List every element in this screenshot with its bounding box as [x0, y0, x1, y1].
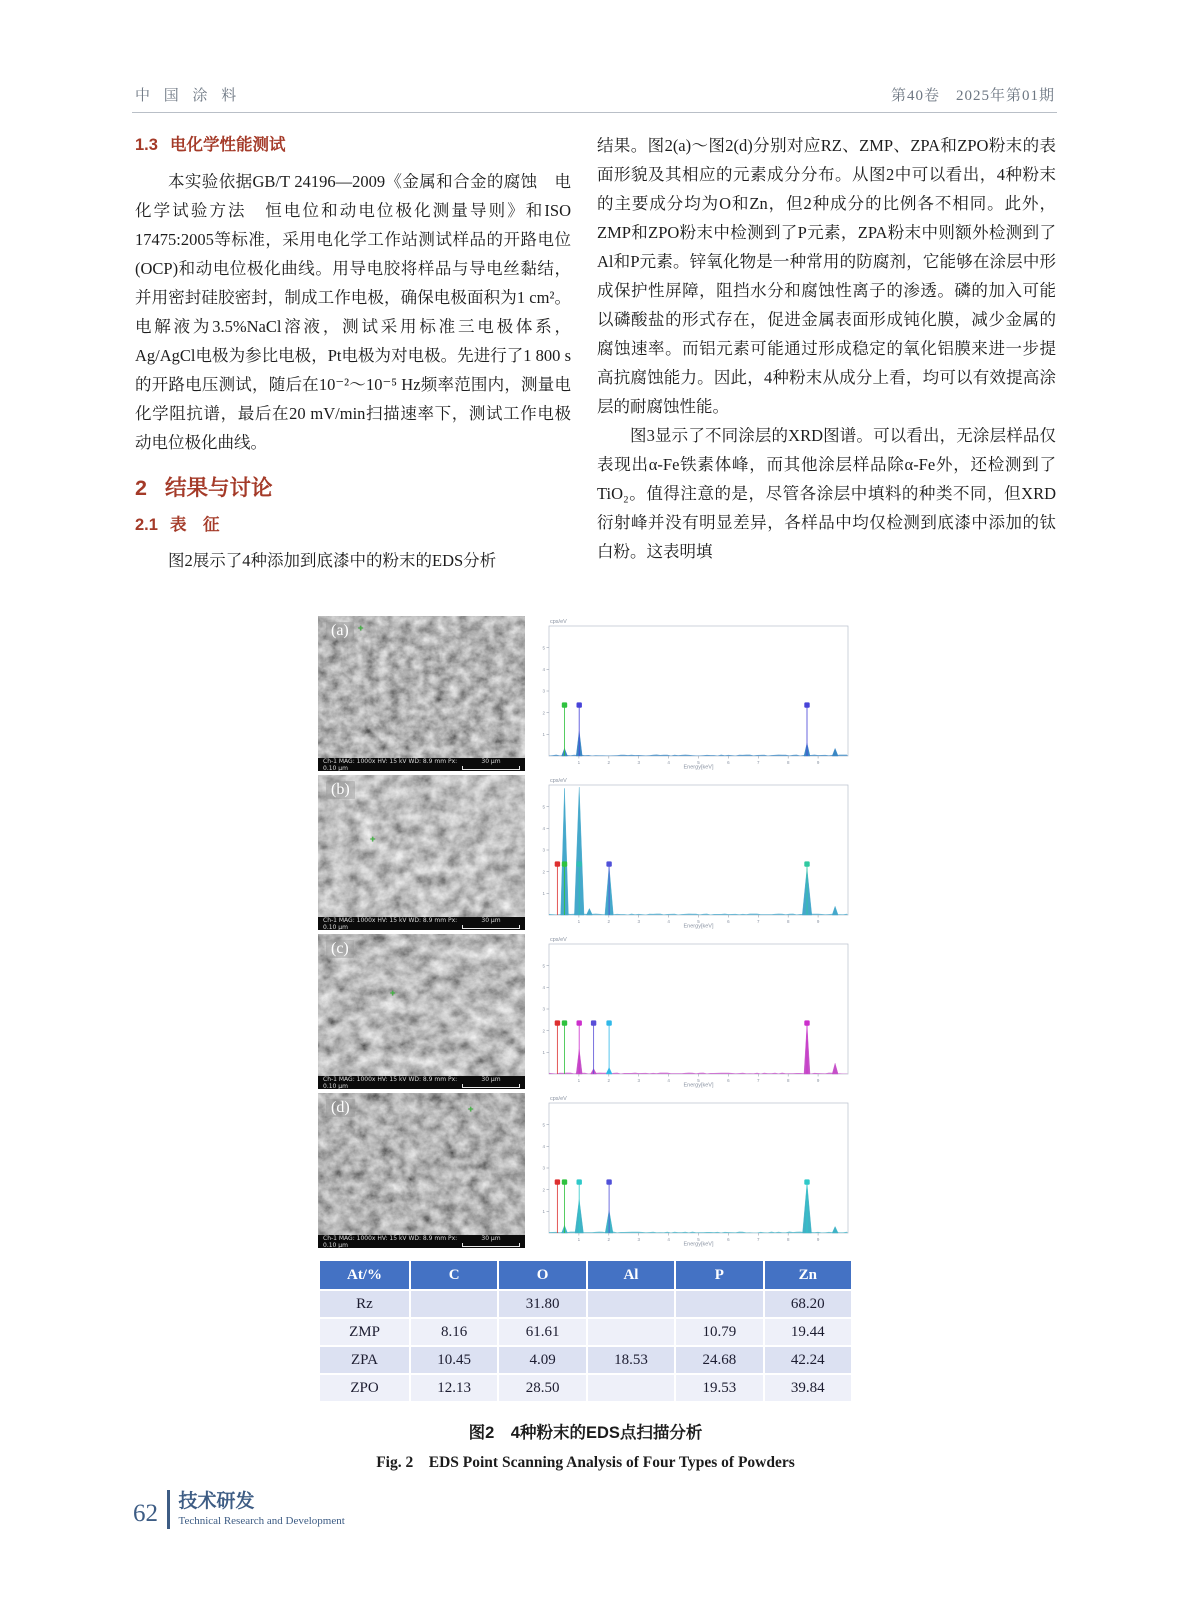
svg-text:3: 3 — [637, 1078, 640, 1083]
column-header: O — [499, 1261, 585, 1289]
eds-point-marker: + — [390, 989, 396, 999]
footer-section-en: Technical Research and Development — [178, 1514, 345, 1527]
section-number: 2 — [135, 476, 147, 500]
panel-label: (d) — [326, 1099, 355, 1117]
paragraph-eds-intro: 图2展示了4种添加到底漆中的粉末的EDS分析 — [168, 551, 497, 570]
svg-text:7: 7 — [757, 919, 760, 924]
svg-text:8: 8 — [786, 919, 790, 924]
svg-text:1: 1 — [577, 1078, 581, 1083]
cell-value: 68.20 — [765, 1291, 851, 1317]
svg-text:cps/eV: cps/eV — [550, 619, 567, 625]
section-number: 2.1 — [135, 516, 158, 534]
eds-spectrum-zpo — [532, 1093, 853, 1248]
svg-text:8: 8 — [786, 1078, 790, 1083]
svg-text:5: 5 — [697, 1237, 700, 1242]
row-label: ZMP — [320, 1319, 409, 1345]
cell-value: 19.44 — [765, 1319, 851, 1345]
svg-text:2: 2 — [607, 919, 611, 924]
svg-text:4: 4 — [542, 666, 545, 672]
svg-text:2: 2 — [542, 1187, 545, 1193]
cell-value — [676, 1291, 762, 1317]
section-2-1-heading — [135, 511, 571, 540]
scale-line — [462, 1084, 520, 1088]
cell-value: 8.16 — [411, 1319, 497, 1345]
left-column — [135, 131, 571, 575]
scale-label: 30 μm — [481, 758, 501, 765]
scale-bar — [462, 1236, 520, 1247]
sem-info-bar — [318, 1235, 525, 1248]
svg-text:9: 9 — [816, 919, 820, 924]
eds-spectrum-chart-b — [532, 775, 853, 930]
cell-value: 19.53 — [676, 1375, 762, 1401]
table-row — [320, 1319, 851, 1345]
table-row — [320, 1375, 851, 1401]
section-title: 表 征 — [169, 516, 220, 534]
row-label: Rz — [320, 1291, 409, 1317]
eds-spectrum-chart-c — [532, 934, 853, 1089]
svg-text:1: 1 — [542, 1208, 545, 1214]
svg-text:cps/eV: cps/eV — [550, 937, 567, 943]
cell-value: 4.09 — [499, 1347, 585, 1373]
svg-text:4: 4 — [667, 1078, 670, 1083]
section-1-3-heading — [135, 131, 571, 160]
issue-info: 第40卷 2025年第01期 — [890, 88, 1055, 104]
column-header: P — [676, 1261, 762, 1289]
cell-value: 28.50 — [499, 1375, 585, 1401]
svg-text:5: 5 — [542, 804, 545, 810]
svg-text:2: 2 — [542, 869, 545, 875]
figure-2 — [318, 616, 853, 1472]
svg-text:7: 7 — [757, 760, 760, 765]
svg-text:5: 5 — [697, 1078, 700, 1083]
svg-text:4: 4 — [667, 1237, 670, 1242]
scale-line — [462, 766, 520, 770]
svg-text:3: 3 — [637, 919, 640, 924]
figure-row-b — [318, 775, 853, 930]
page-header — [135, 84, 1055, 105]
column-header: At/% — [320, 1261, 409, 1289]
svg-text:9: 9 — [816, 1237, 820, 1242]
svg-text:4: 4 — [542, 825, 545, 831]
column-header: Zn — [765, 1261, 851, 1289]
svg-text:7: 7 — [757, 1237, 760, 1242]
svg-text:6: 6 — [727, 1078, 730, 1083]
figure-row-d — [318, 1093, 853, 1248]
cell-value: 42.24 — [765, 1347, 851, 1373]
svg-text:2: 2 — [607, 1237, 611, 1242]
figure-row-c — [318, 934, 853, 1089]
svg-text:3: 3 — [542, 688, 545, 694]
scale-bar — [462, 1077, 520, 1088]
svg-text:8: 8 — [786, 760, 790, 765]
svg-text:Energy[keV]: Energy[keV] — [683, 923, 714, 930]
journal-name: 中 国 涂 料 — [135, 88, 242, 104]
eds-spectrum-chart-d — [532, 1093, 853, 1248]
table-row — [320, 1291, 851, 1317]
scale-bar — [462, 759, 520, 770]
panel-label: (b) — [326, 781, 355, 799]
svg-text:3: 3 — [542, 1006, 545, 1012]
scale-bar — [462, 918, 520, 929]
eds-spectrum-rz — [532, 616, 853, 771]
sem-info-bar — [318, 917, 525, 930]
cell-value: 10.45 — [411, 1347, 497, 1373]
column-header: C — [411, 1261, 497, 1289]
sem-metadata: Ch-1 MAG: 1000x HV: 15 kV WD: 8.9 mm Px: 0.10 μm — [323, 757, 458, 771]
svg-text:4: 4 — [542, 1143, 545, 1149]
eds-spectrum-zpa — [532, 934, 853, 1089]
eds-point-marker: + — [370, 835, 376, 845]
sem-image-zpo — [318, 1093, 525, 1248]
panel-label: (a) — [326, 622, 354, 640]
svg-text:9: 9 — [816, 760, 820, 765]
cell-value: 31.80 — [499, 1291, 585, 1317]
cell-value: 61.61 — [499, 1319, 585, 1345]
svg-text:cps/eV: cps/eV — [550, 778, 567, 784]
svg-text:Energy[keV]: Energy[keV] — [683, 764, 714, 771]
svg-text:3: 3 — [637, 1237, 640, 1242]
svg-text:3: 3 — [637, 760, 640, 765]
sem-image-rz — [318, 616, 525, 771]
eds-spectrum-chart-a — [532, 616, 853, 771]
row-label: ZPA — [320, 1347, 409, 1373]
svg-text:1: 1 — [542, 890, 545, 896]
cell-value — [588, 1291, 674, 1317]
svg-text:1: 1 — [577, 760, 581, 765]
eds-point-marker: + — [358, 624, 364, 634]
cell-value: 39.84 — [765, 1375, 851, 1401]
table-header-row — [320, 1261, 851, 1289]
scale-label: 30 μm — [481, 1235, 501, 1242]
footer-section-zh: 技术研发 — [178, 1491, 255, 1512]
scale-line — [462, 925, 520, 929]
footer-divider — [167, 1490, 170, 1529]
svg-text:2: 2 — [542, 710, 545, 716]
svg-text:cps/eV: cps/eV — [550, 1096, 567, 1102]
column-header: Al — [588, 1261, 674, 1289]
svg-text:2: 2 — [607, 1078, 611, 1083]
svg-text:5: 5 — [697, 919, 700, 924]
svg-text:6: 6 — [727, 760, 730, 765]
cell-value — [588, 1319, 674, 1345]
sem-image-zmp — [318, 775, 525, 930]
svg-text:1: 1 — [577, 919, 581, 924]
svg-text:5: 5 — [697, 760, 700, 765]
paragraph-electrochemical-method: 本实验依据GB/T 24196—2009《金属和合金的腐蚀 电化学试验方法 恒电位和动电位极化测量导则》和ISO 17475:2005等标准，采用电化学工作站测试样品的开路电位(OCP)和动电位极化曲线。用导电胶将样品与导电丝黏结，并用密封硅胶密封，制成工作电极，确保电极面积为1 cm²。电解液为3.5%NaCl溶液，测试采用标准三电极体系，Ag/AgCl电极为参比电极，Pt电极为对电极。先进行了1 800 s的开路电压测试，随后在10⁻²～10⁻⁵ Hz频率范围内，测量电化学阻抗谱，最后在20 mV/min扫描速率下，测试工作电极动电位极化曲线。 — [135, 172, 571, 452]
right-column — [597, 131, 1056, 566]
svg-text:2: 2 — [542, 1028, 545, 1034]
cell-value — [588, 1375, 674, 1401]
paragraph-xrd-results: 图3显示了不同涂层的XRD图谱。可以看出，无涂层样品仅表现出α-Fe铁素体峰，而其他涂层样品除α-Fe外，还检测到了TiO₂。值得注意的是，尽管各涂层中填料的种类不同，但XRD衍射峰并没有明显差异，各样品中均仅检测到底漆中添加的钛白粉。这表明填 — [597, 426, 1056, 561]
footer-section — [179, 1490, 345, 1529]
paragraph-eds-results: 结果。图2(a)～图2(d)分别对应RZ、ZMP、ZPA和ZPO粉末的表面形貌及其相应的元素成分分布。从图2中可以看出，4种粉末的主要成分均为O和Zn，但2种成分的比例各不相同。此外，ZMP和ZPO粉末中检测到了P元素，ZPA粉末中则额外检测到了Al和P元素。锌氧化物是一种常用的防腐剂，它能够在涂层中形成保护性屏障，阻挡水分和腐蚀性离子的渗透。磷的加入可能以磷酸盐的形式存在，促进金属表面形成钝化膜，减少金属的腐蚀速率。而铝元素可能通过形成稳定的氧化铝膜来进一步提高抗腐蚀能力。因此，4种粉末从成分上看，均可以有效提高涂层的耐腐蚀性能。 — [597, 136, 1056, 416]
svg-text:5: 5 — [542, 645, 545, 651]
scale-label: 30 μm — [481, 917, 501, 924]
cell-value: 10.79 — [676, 1319, 762, 1345]
svg-text:5: 5 — [542, 1122, 545, 1128]
svg-text:Energy[keV]: Energy[keV] — [683, 1082, 714, 1089]
eds-point-marker: + — [468, 1105, 474, 1115]
svg-text:1: 1 — [577, 1237, 581, 1242]
page-number: 62 — [133, 1500, 158, 1528]
svg-text:6: 6 — [727, 919, 730, 924]
sem-metadata: Ch-1 MAG: 1000x HV: 15 kV WD: 8.9 mm Px: 0.10 μm — [323, 1075, 458, 1089]
svg-text:4: 4 — [667, 760, 670, 765]
figure-caption-en: Fig. 2 EDS Point Scanning Analysis of Four Types of Powders — [376, 1454, 795, 1471]
figure-row-a — [318, 616, 853, 771]
eds-spectrum-zmp — [532, 775, 853, 930]
svg-text:7: 7 — [757, 1078, 760, 1083]
svg-text:1: 1 — [542, 1049, 545, 1055]
svg-text:2: 2 — [607, 760, 611, 765]
cell-value: 12.13 — [411, 1375, 497, 1401]
section-number: 1.3 — [135, 136, 158, 154]
page-footer — [133, 1490, 345, 1529]
sem-info-bar — [318, 758, 525, 771]
sem-image-zpa — [318, 934, 525, 1089]
svg-text:Energy[keV]: Energy[keV] — [683, 1241, 714, 1248]
row-label: ZPO — [320, 1375, 409, 1401]
cell-value: 18.53 — [588, 1347, 674, 1373]
svg-text:3: 3 — [542, 847, 545, 853]
sem-metadata: Ch-1 MAG: 1000x HV: 15 kV WD: 8.9 mm Px: 0.10 μm — [323, 916, 458, 930]
section-title: 电化学性能测试 — [169, 136, 286, 154]
scale-label: 30 μm — [481, 1076, 501, 1083]
header-rule — [132, 112, 1057, 113]
svg-text:9: 9 — [816, 1078, 820, 1083]
cell-value — [411, 1291, 497, 1317]
sem-metadata: Ch-1 MAG: 1000x HV: 15 kV WD: 8.9 mm Px: 0.10 μm — [323, 1234, 458, 1248]
svg-text:3: 3 — [542, 1165, 545, 1171]
svg-text:4: 4 — [542, 984, 545, 990]
section-2-heading — [135, 474, 571, 503]
eds-atomic-percent-table — [318, 1259, 853, 1403]
panel-label: (c) — [326, 940, 354, 958]
sem-info-bar — [318, 1076, 525, 1089]
svg-text:4: 4 — [667, 919, 670, 924]
section-title: 结果与讨论 — [164, 476, 273, 500]
cell-value: 24.68 — [676, 1347, 762, 1373]
svg-text:8: 8 — [786, 1237, 790, 1242]
scale-line — [462, 1243, 520, 1247]
svg-text:5: 5 — [542, 963, 545, 969]
table-row — [320, 1347, 851, 1373]
svg-text:1: 1 — [542, 731, 545, 737]
svg-text:6: 6 — [727, 1237, 730, 1242]
figure-caption-zh: 图2 4种粉末的EDS点扫描分析 — [468, 1424, 703, 1442]
